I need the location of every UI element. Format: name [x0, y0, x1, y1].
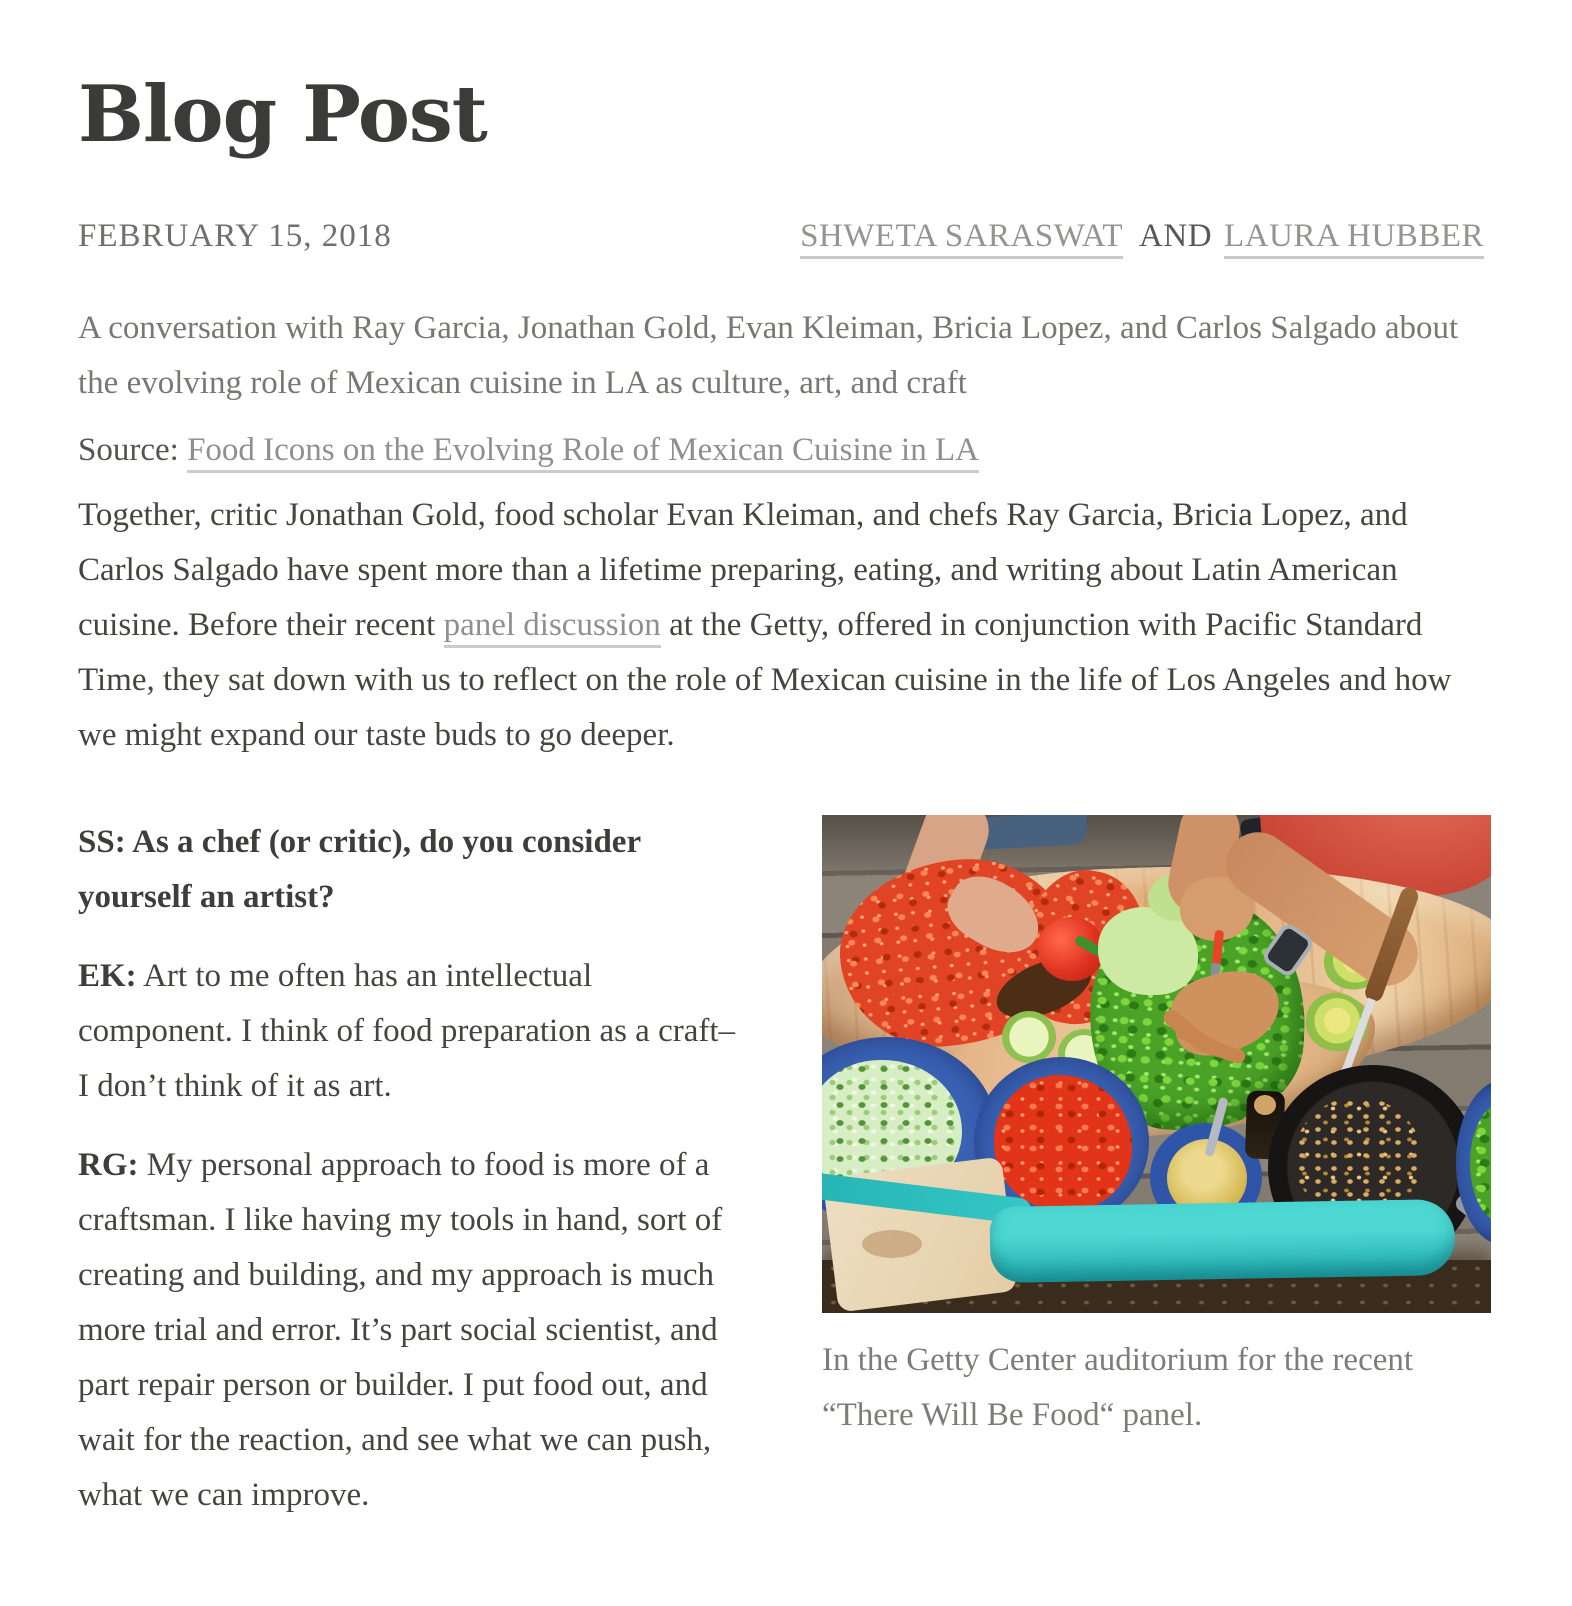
- panel-discussion-link[interactable]: panel discussion: [444, 607, 661, 648]
- byline: [800, 218, 1484, 255]
- photo-oil-bottle-cap: [1254, 1095, 1276, 1115]
- speaker-rg: RG:: [78, 1146, 139, 1183]
- photo-cucumber-half: [1002, 1011, 1056, 1063]
- body-text-after-link: at the Getty, offered in conjunction with Pacific Standard Time, they sat down with us to reflect on the role of Mexican cuisine in the life of Los Angeles and how we might expand our taste buds to go deeper.: [78, 606, 1452, 753]
- answer-paragraph-rg: [78, 1138, 740, 1523]
- question-paragraph: [78, 815, 740, 925]
- answer-paragraph-ek: [78, 949, 740, 1114]
- page-title: Blog Post: [78, 69, 487, 160]
- article-photo: [822, 815, 1491, 1313]
- intro-paragraph: A conversation with Ray Garcia, Jonathan Gold, Evan Kleiman, Bricia Lopez, and Carlos Salgado about the evolving role of Mexican cuisine in LA as culture, art, and craft: [78, 309, 1459, 401]
- body-paragraph: [78, 488, 1488, 763]
- post-date: FEBRUARY 15, 2018: [78, 217, 392, 254]
- meta-row: [78, 218, 1494, 255]
- speaker-ss: SS:: [78, 823, 126, 860]
- two-column-section: [78, 815, 1494, 1547]
- answer-text-rg: My personal approach to food is more of a craftsman. I like having my tools in hand, sort of creating and building, and my approach is much more trial and error. It’s part social scientist, and part repair person or builder. I put food out, and wait for the reaction, and see what we can push, what we can improve.: [78, 1146, 723, 1513]
- interview-column: [78, 815, 740, 1547]
- answer-text-ek: Art to me often has an intellectual component. I think of food preparation as a craft–I don’t think of it as art.: [78, 957, 736, 1104]
- author-link-laura-hubber[interactable]: LAURA HUBBER: [1224, 218, 1484, 259]
- photo-turquoise-paddle: [989, 1199, 1455, 1283]
- source-line: [78, 423, 1494, 478]
- question-text: As a chef (or critic), do you consider yourself an artist?: [78, 823, 641, 915]
- byline-separator: AND: [1139, 217, 1213, 254]
- source-link[interactable]: Food Icons on the Evolving Role of Mexican Cuisine in LA: [187, 432, 979, 473]
- source-label: Source:: [78, 431, 188, 468]
- photo-column: [822, 815, 1492, 1443]
- body-text-before-link: Together, critic Jonathan Gold, food scholar Evan Kleiman, and chefs Ray Garcia, Bricia Lopez, and Carlos Salgado have spent more than a lifetime preparing, eating, and writing about Latin American cuisine. Before their recent: [78, 496, 1408, 643]
- author-link-shweta-saraswat[interactable]: SHWETA SARASWAT: [800, 218, 1123, 259]
- photo-wood-stain: [862, 1230, 922, 1258]
- speaker-ek: EK:: [78, 957, 137, 994]
- photo-caption: In the Getty Center auditorium for the recent “There Will Be Food“ panel.: [822, 1341, 1414, 1433]
